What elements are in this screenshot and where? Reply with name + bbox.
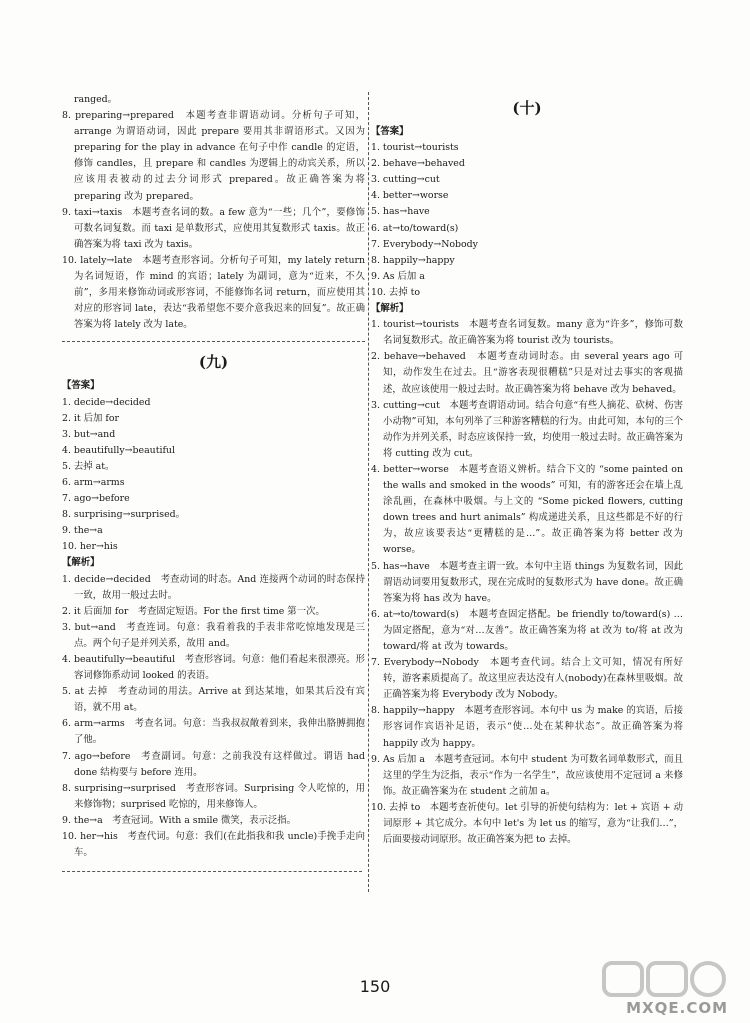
page-number: 150 [359, 977, 391, 996]
left-item-9: 9. taxi→taxis 本题考查名词的数。a few 意为“一些；几个”，要修饰可数名词复数。而 taxi 是单数形式，应使用其复数形式 taxis。故正确答案为将 taxi 改为 taxis。 [62, 206, 365, 250]
answer-item: 8. happily→happy [371, 254, 455, 266]
analysis-item: 7. ago→before 考查副词。句意：之前我没有这样做过。谓语 had done 结构要与 before 连用。 [62, 750, 365, 778]
answer-item: 5. 去掉 at。 [62, 460, 115, 472]
answer-item: 6. at→to/toward(s) [371, 222, 459, 234]
answer-item: 10. 去掉 to [371, 286, 421, 298]
analysis-item: 10. 去掉 to 本题考查祈使句。let 引导的祈使句结构为：let + 宾语 + 动词原形 + 其它成分。本句中 let's 为 let us 的缩写，意为“让我们…”，后面要接动词原形。故正确答案为把 to 去掉。 [371, 801, 683, 846]
left-item-10: 10. lately→late 本题考查形容词。分析句子可知，my lately return 为名词短语，作 mind 的宾语；lately 为副词，意为“近来，不久前”，多用来修饰动词或形容词，不能修饰名词 return，而应使用其对应的形容词 late，表达“我希望您不要介意我迟来的回复”。故正确答案为将 lately 改为 late。 [62, 254, 365, 331]
answer-item: 3. cutting→cut [371, 174, 440, 186]
column-divider [368, 92, 369, 892]
answer-item: 3. but→and [62, 428, 116, 440]
bottom-divider [62, 871, 362, 872]
answer-item: 1. decide→decided [62, 396, 151, 408]
answer-item: 6. arm→arms [62, 476, 125, 488]
analysis-item: 9. As 后加 a 本题考查冠词。本句中 student 为可数名词单数形式，而且这里的学生为泛指，表示“作为一名学生”，故应该使用不定冠词 a 来修饰。故正确答案为在 student 之前加 a。 [371, 753, 683, 797]
analysis-label: 【解析】 [62, 557, 100, 569]
analysis-item: 6. arm→arms 考查名词。句意：当我叔叔敞着到来，我伸出胳膊拥抱了他。 [62, 718, 365, 746]
analysis-item: 2. it 后面加 for 考查固定短语。For the first time 第一次。 [62, 605, 325, 617]
analysis-item: 4. beautifully→beautiful 考查形容词。句意：他们看起来很漂亮。形容词修饰系动词 looked 的表语。 [62, 654, 365, 682]
answer-item: 7. ago→before [62, 493, 130, 505]
continuation-text: ranged。 [74, 94, 118, 105]
answer-item: 10. her→his [62, 541, 118, 553]
analysis-item: 2. behave→behaved 本题考查动词时态。由 several years ago 可知，动作发生在过去。且“游客表现很糟糕”只是对过去事实的客观描述，故应该使用一般过去时。故正确答案为将 behave 改为 behaved。 [371, 351, 683, 395]
analysis-item: 8. happily→happy 本题考查形容词。本句中 us 为 make 的宾语，后接形容词作宾语补足语，表示“使…处在某种状态”。故正确答案为将 happily 改为 happy。 [371, 705, 683, 749]
answer-item: 2. behave→behaved [371, 158, 465, 170]
answer-item: 9. As 后加 a [371, 270, 425, 282]
watermark-text: MXQE.COM [626, 999, 728, 1017]
analysis-item: 1. decide→decided 考查动词的时态。And 连接两个动词的时态保持一致，故用一般过去时。 [62, 573, 365, 601]
section-divider [62, 341, 365, 342]
answer-item: 1. tourist→tourists [371, 142, 459, 154]
analysis-item: 5. at 去掉 考查动词的用法。Arrive at 到达某地，如果其后没有宾语，就不用 at。 [62, 686, 365, 714]
analysis-item: 10. her→his 考查代词。句意：我们(在此指我和我 uncle)手挽手走向车。 [62, 831, 365, 859]
right-column [371, 96, 683, 848]
analysis-item: 3. cutting→cut 本题考查谓语动词。结合句意“有些人摘花、砍树、伤害小动物”可知，本句列举了三种游客糟糕的行为。由此可知，本句的三个动作为并列关系，时态应该保持一致，均使用一般过去时。故正确答案为将 cutting 改为 cut。 [371, 399, 684, 459]
analysis-item: 5. has→have 本题考查主谓一致。本句中主语 things 为复数名词，因此谓语动词要用复数形式，现在完成时的复数形式为 have done。故正确答案为将 has 改为 have。 [371, 560, 683, 604]
analysis-item: 8. surprising→surprised 考查形容词。Surprising 令人吃惊的，用来修饰物；surprised 吃惊的，用来修饰人。 [62, 782, 365, 810]
answer-label: 【答案】 [62, 380, 100, 392]
section-title-ten: (十) [512, 99, 542, 117]
analysis-item: 1. tourist→tourists 本题考查名词复数。many 意为“许多”，修饰可数名词复数形式。故正确答案为将 tourist 改为 tourists。 [371, 319, 683, 347]
analysis-item: 6. at→to/toward(s) 本题考查固定搭配。be friendly to/toward(s) … 为固定搭配，意为“对…友善”。故正确答案为将 at 改为 to/将 at 改为 toward/将 at 改为 towards。 [371, 608, 683, 652]
answer-item: 4. better→worse [371, 190, 449, 202]
analysis-item: 4. better→worse 本题考查语义辨析。结合下文的 “some painted on the walls and smoked in the woods” 可知，有的游客还会在墙上乱涂乱画，在森林中吸烟。与上文的 “Some picked flowers, cutting down trees and hurt animals” 构成递进关系，且这些都是不好的行为，故应该要表达“更糟糕的是…”。故正确答案为将 better 改为 worse。 [371, 463, 683, 556]
answer-label: 【答案】 [371, 126, 409, 137]
analysis-item: 9. the→a 考查冠词。With a smile 微笑，表示泛指。 [62, 814, 297, 826]
answer-item: 4. beautifully→beautiful [62, 444, 175, 456]
analysis-item: 7. Everybody→Nobody 本题考查代词。结合上文可知，情况有所好转，游客素质提高了。故这里应表达没有人(nobody)在森林里吸烟。故正确答案为将 Everybody 改为 Nobody。 [371, 657, 683, 701]
answer-item: 5. has→have [371, 206, 430, 218]
answer-item: 8. surprising→surprised。 [62, 509, 185, 521]
left-column [62, 92, 365, 872]
analysis-label: 【解析】 [371, 303, 409, 315]
section-title-nine: (九) [198, 353, 229, 372]
left-item-8: 8. preparing→prepared 本题考查非谓语动词。分析句子可知，arrange 为谓语动词，因此 prepare 要用其非谓语形式。又因为 preparing for the play in advance 在句子中作 candle 的定语，修饰 candles，且 prepare 和 candles 为逻辑上的动宾关系，所以应该用表被动的过去分词形式 prepared。故正确答案为将 preparing 改为 prepared。 [62, 110, 365, 202]
answer-item: 7. Everybody→Nobody [371, 238, 478, 250]
answer-item: 2. it 后加 for [62, 412, 119, 424]
analysis-item: 3. but→and 考查连词。句意：我看着我的手表非常吃惊地发现是三点。两个句子是并列关系，故用 and。 [62, 621, 365, 649]
answer-item: 9. the→a [62, 525, 103, 537]
